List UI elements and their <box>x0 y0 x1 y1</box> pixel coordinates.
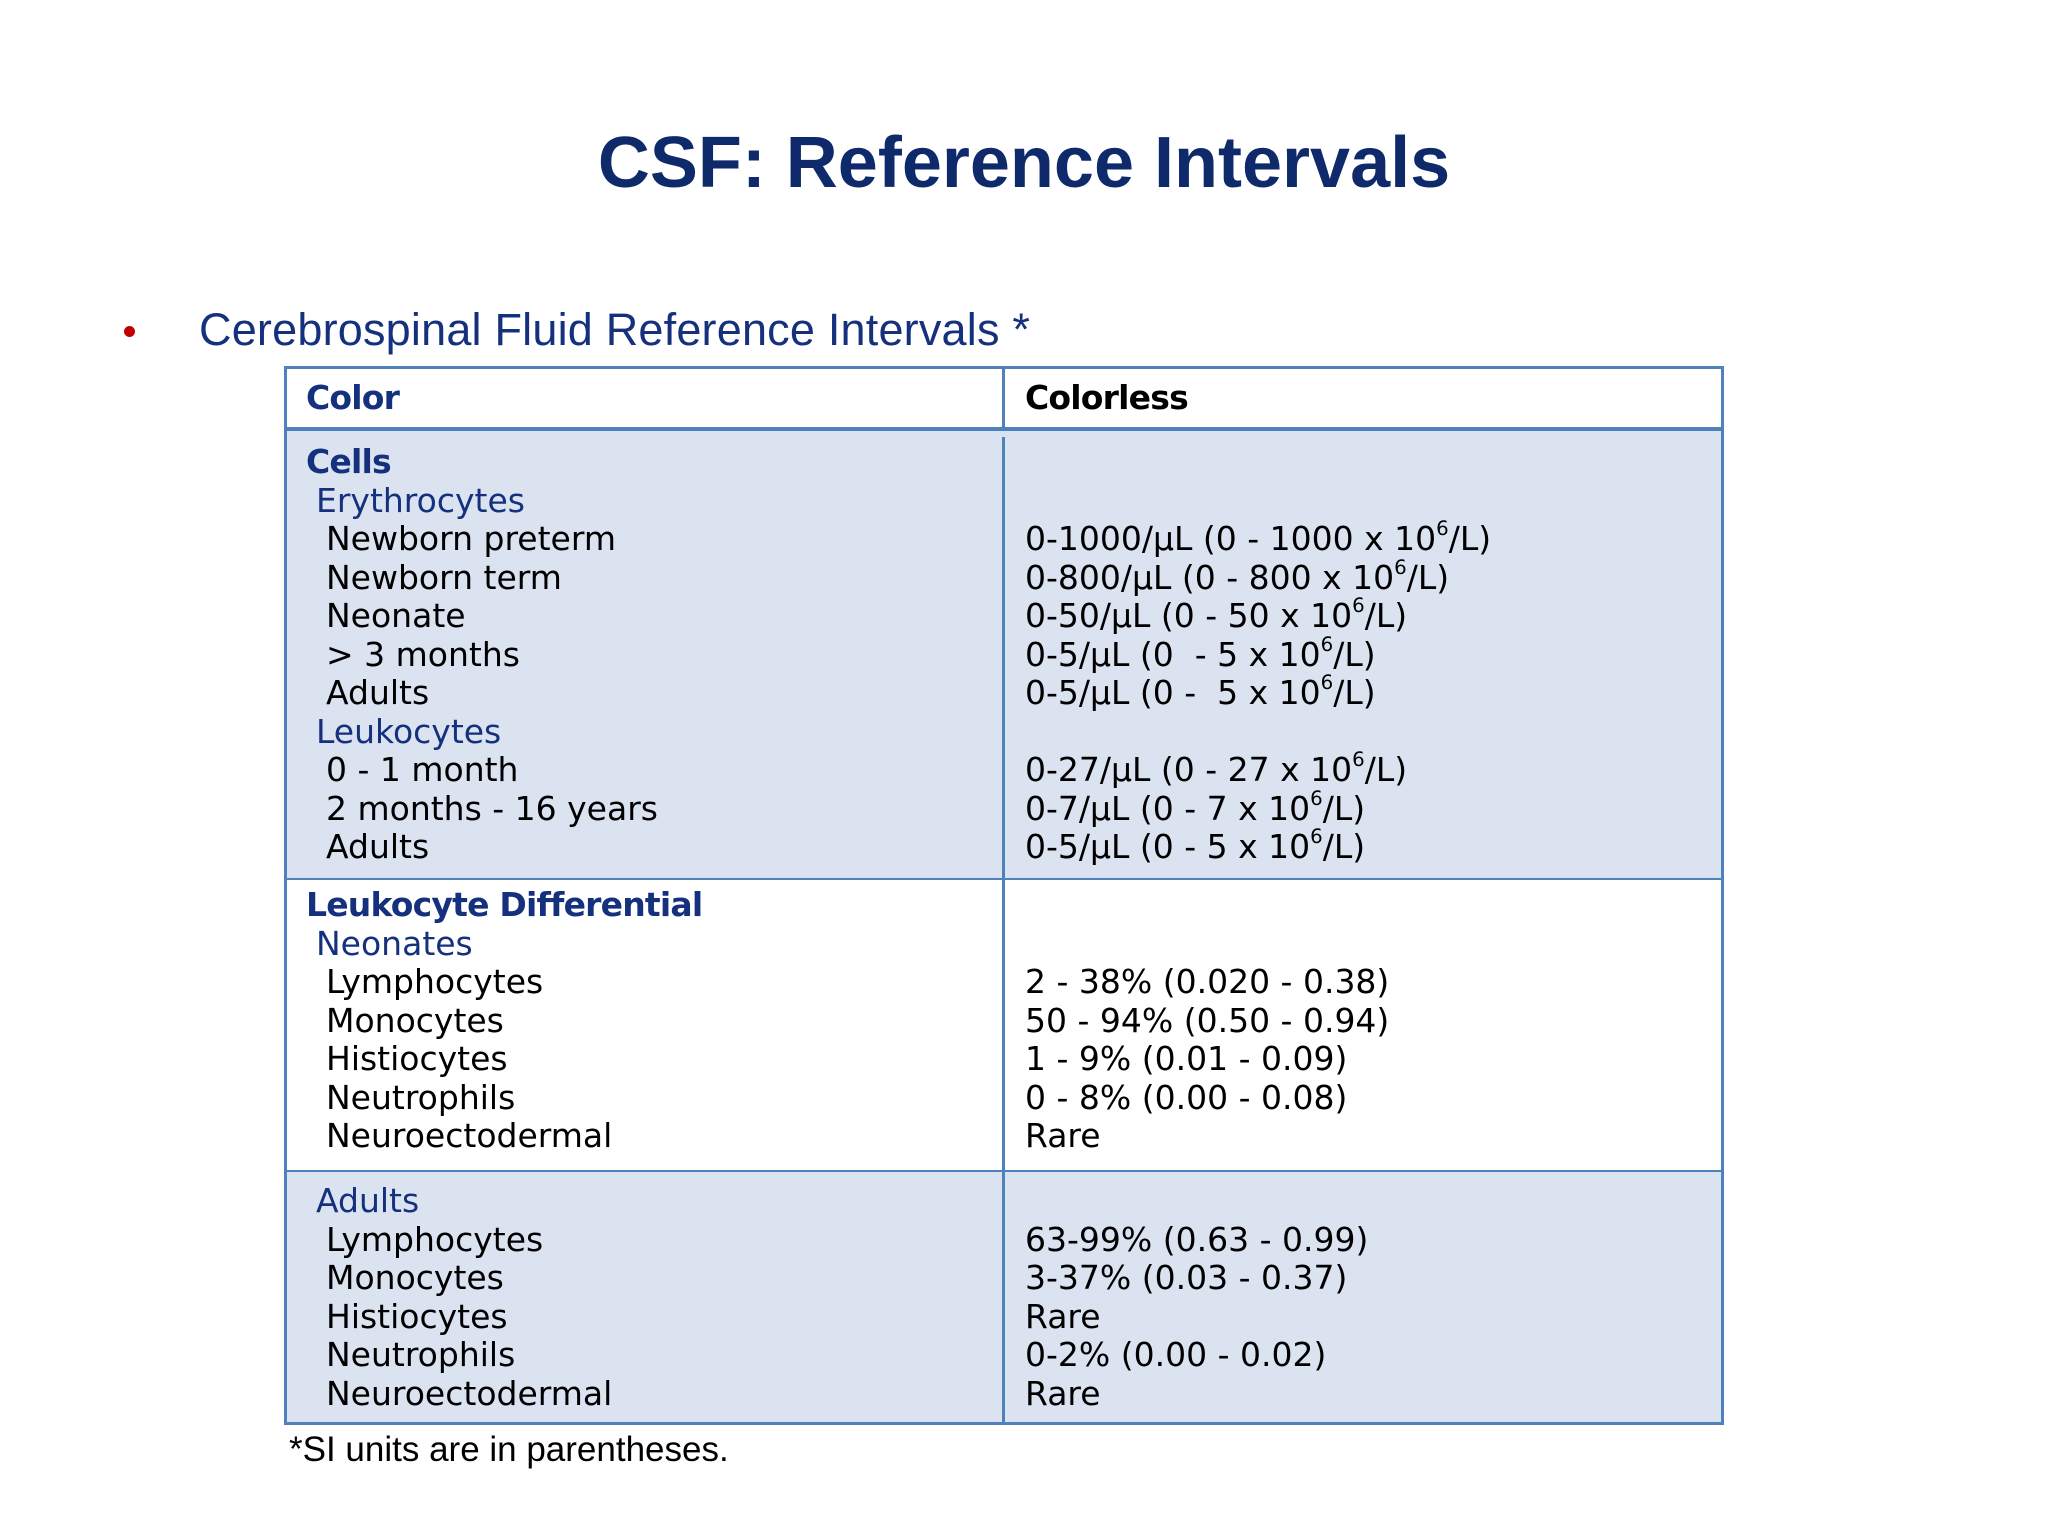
erythrocytes-heading: Erythrocytes <box>316 480 525 520</box>
neonates-row-label: Neutrophils <box>326 1077 516 1117</box>
adults-row-value: 63-99% (0.63 - 0.99) <box>1025 1219 1369 1259</box>
adults-row-label: Neutrophils <box>326 1335 516 1374</box>
leukocytes-row-value: 0-7/µL (0 - 7 x $10^6/L$) <box>1025 786 1366 828</box>
leukocytes-row-label: Adults <box>326 827 430 866</box>
adults-row-label: Neuroectodermal <box>326 1373 613 1413</box>
erythrocytes-row-label: Neonate <box>326 596 466 635</box>
table-header-row <box>287 369 1721 431</box>
leukocytes-row-value: 0-27/µL (0 - 27 x $10^6/L$) <box>1025 748 1408 789</box>
bullet-row <box>124 300 1030 360</box>
neonates-row-label: Monocytes <box>326 1000 504 1040</box>
slide-title: CSF: Reference Intervals <box>597 123 1451 203</box>
erythrocytes-row-value: 0-5/µL (0 - 5 x $10^6/L$) <box>1025 671 1376 712</box>
leukocytes-heading: Leukocytes <box>316 711 502 751</box>
color-value: Colorless <box>1025 377 1188 417</box>
adults-row-label: Histiocytes <box>326 1296 508 1336</box>
neonates-row-value: Rare <box>1025 1116 1101 1155</box>
neonates-row-value: 2 - 38% (0.020 - 0.38) <box>1025 962 1390 1001</box>
erythrocytes-row-label: Adults <box>326 673 430 712</box>
neonates-row-value: 0 - 8% (0.00 - 0.08) <box>1025 1077 1348 1117</box>
spacer <box>1025 713 1721 752</box>
footnote: *SI units are in parentheses. <box>289 1430 729 1469</box>
erythrocytes-row-label: Newborn preterm <box>326 519 616 558</box>
neonates-row-value: 1 - 9% (0.01 - 0.09) <box>1025 1039 1348 1078</box>
cells-heading: Cells <box>306 442 391 481</box>
leukocytes-row-label: 2 months - 16 years <box>326 788 658 828</box>
adults-heading: Adults <box>316 1181 420 1220</box>
erythrocytes-row-value: 0-1000/µL (0 - 1000 x $10^6/L$) <box>1025 517 1492 558</box>
spacer <box>1025 1182 1721 1221</box>
cells-values <box>1005 437 1721 878</box>
cells-labels <box>287 437 1005 878</box>
spacer <box>1025 443 1721 482</box>
neonates-row-label: Lymphocytes <box>326 962 544 1001</box>
bullet-text: Cerebrospinal Fluid Reference Intervals * <box>199 304 1031 355</box>
adults-row-value: Rare <box>1025 1373 1101 1413</box>
leukocytes-row-label: 0 - 1 month <box>326 750 519 789</box>
adults-row-label: Monocytes <box>326 1258 504 1297</box>
erythrocytes-row-value: 0-5/µL (0 - 5 x $10^6/L$) <box>1025 632 1376 674</box>
adults-labels <box>287 1172 1005 1422</box>
erythrocytes-row-value: 0-800/µL (0 - 800 x $10^6/L$) <box>1025 555 1450 597</box>
cells-section-row <box>287 431 1721 878</box>
adults-row-value: 3-37% (0.03 - 0.37) <box>1025 1258 1348 1297</box>
neonates-row-label: Histiocytes <box>326 1039 508 1078</box>
neonates-row-value: 50 - 94% (0.50 - 0.94) <box>1025 1000 1390 1040</box>
differential-adults-row <box>287 1170 1721 1422</box>
reference-table <box>284 366 1724 1425</box>
differential-neonates-row <box>287 878 1721 1170</box>
adults-row-value: Rare <box>1025 1296 1101 1336</box>
spacer <box>1025 886 1721 925</box>
neonates-values <box>1005 880 1721 1170</box>
erythrocytes-row-label: > 3 months <box>326 634 520 674</box>
adults-row-value: 0-2% (0.00 - 0.02) <box>1025 1335 1327 1374</box>
erythrocytes-row-value: 0-50/µL (0 - 50 x $10^6/L$) <box>1025 594 1408 635</box>
neonates-row-label: Neuroectodermal <box>326 1116 613 1155</box>
adults-values <box>1005 1172 1721 1422</box>
bullet-icon <box>124 326 135 337</box>
spacer <box>1025 925 1721 964</box>
erythrocytes-row-label: Newborn term <box>326 557 562 597</box>
differential-heading: Leukocyte Differential <box>306 885 703 924</box>
neonates-heading: Neonates <box>316 923 473 963</box>
spacer <box>1025 482 1721 521</box>
leukocytes-row-value: 0-5/µL (0 - 5 x $10^6/L$) <box>1025 825 1366 866</box>
color-label: Color <box>287 369 1005 427</box>
neonates-labels <box>287 880 1005 1170</box>
adults-row-label: Lymphocytes <box>326 1219 544 1259</box>
